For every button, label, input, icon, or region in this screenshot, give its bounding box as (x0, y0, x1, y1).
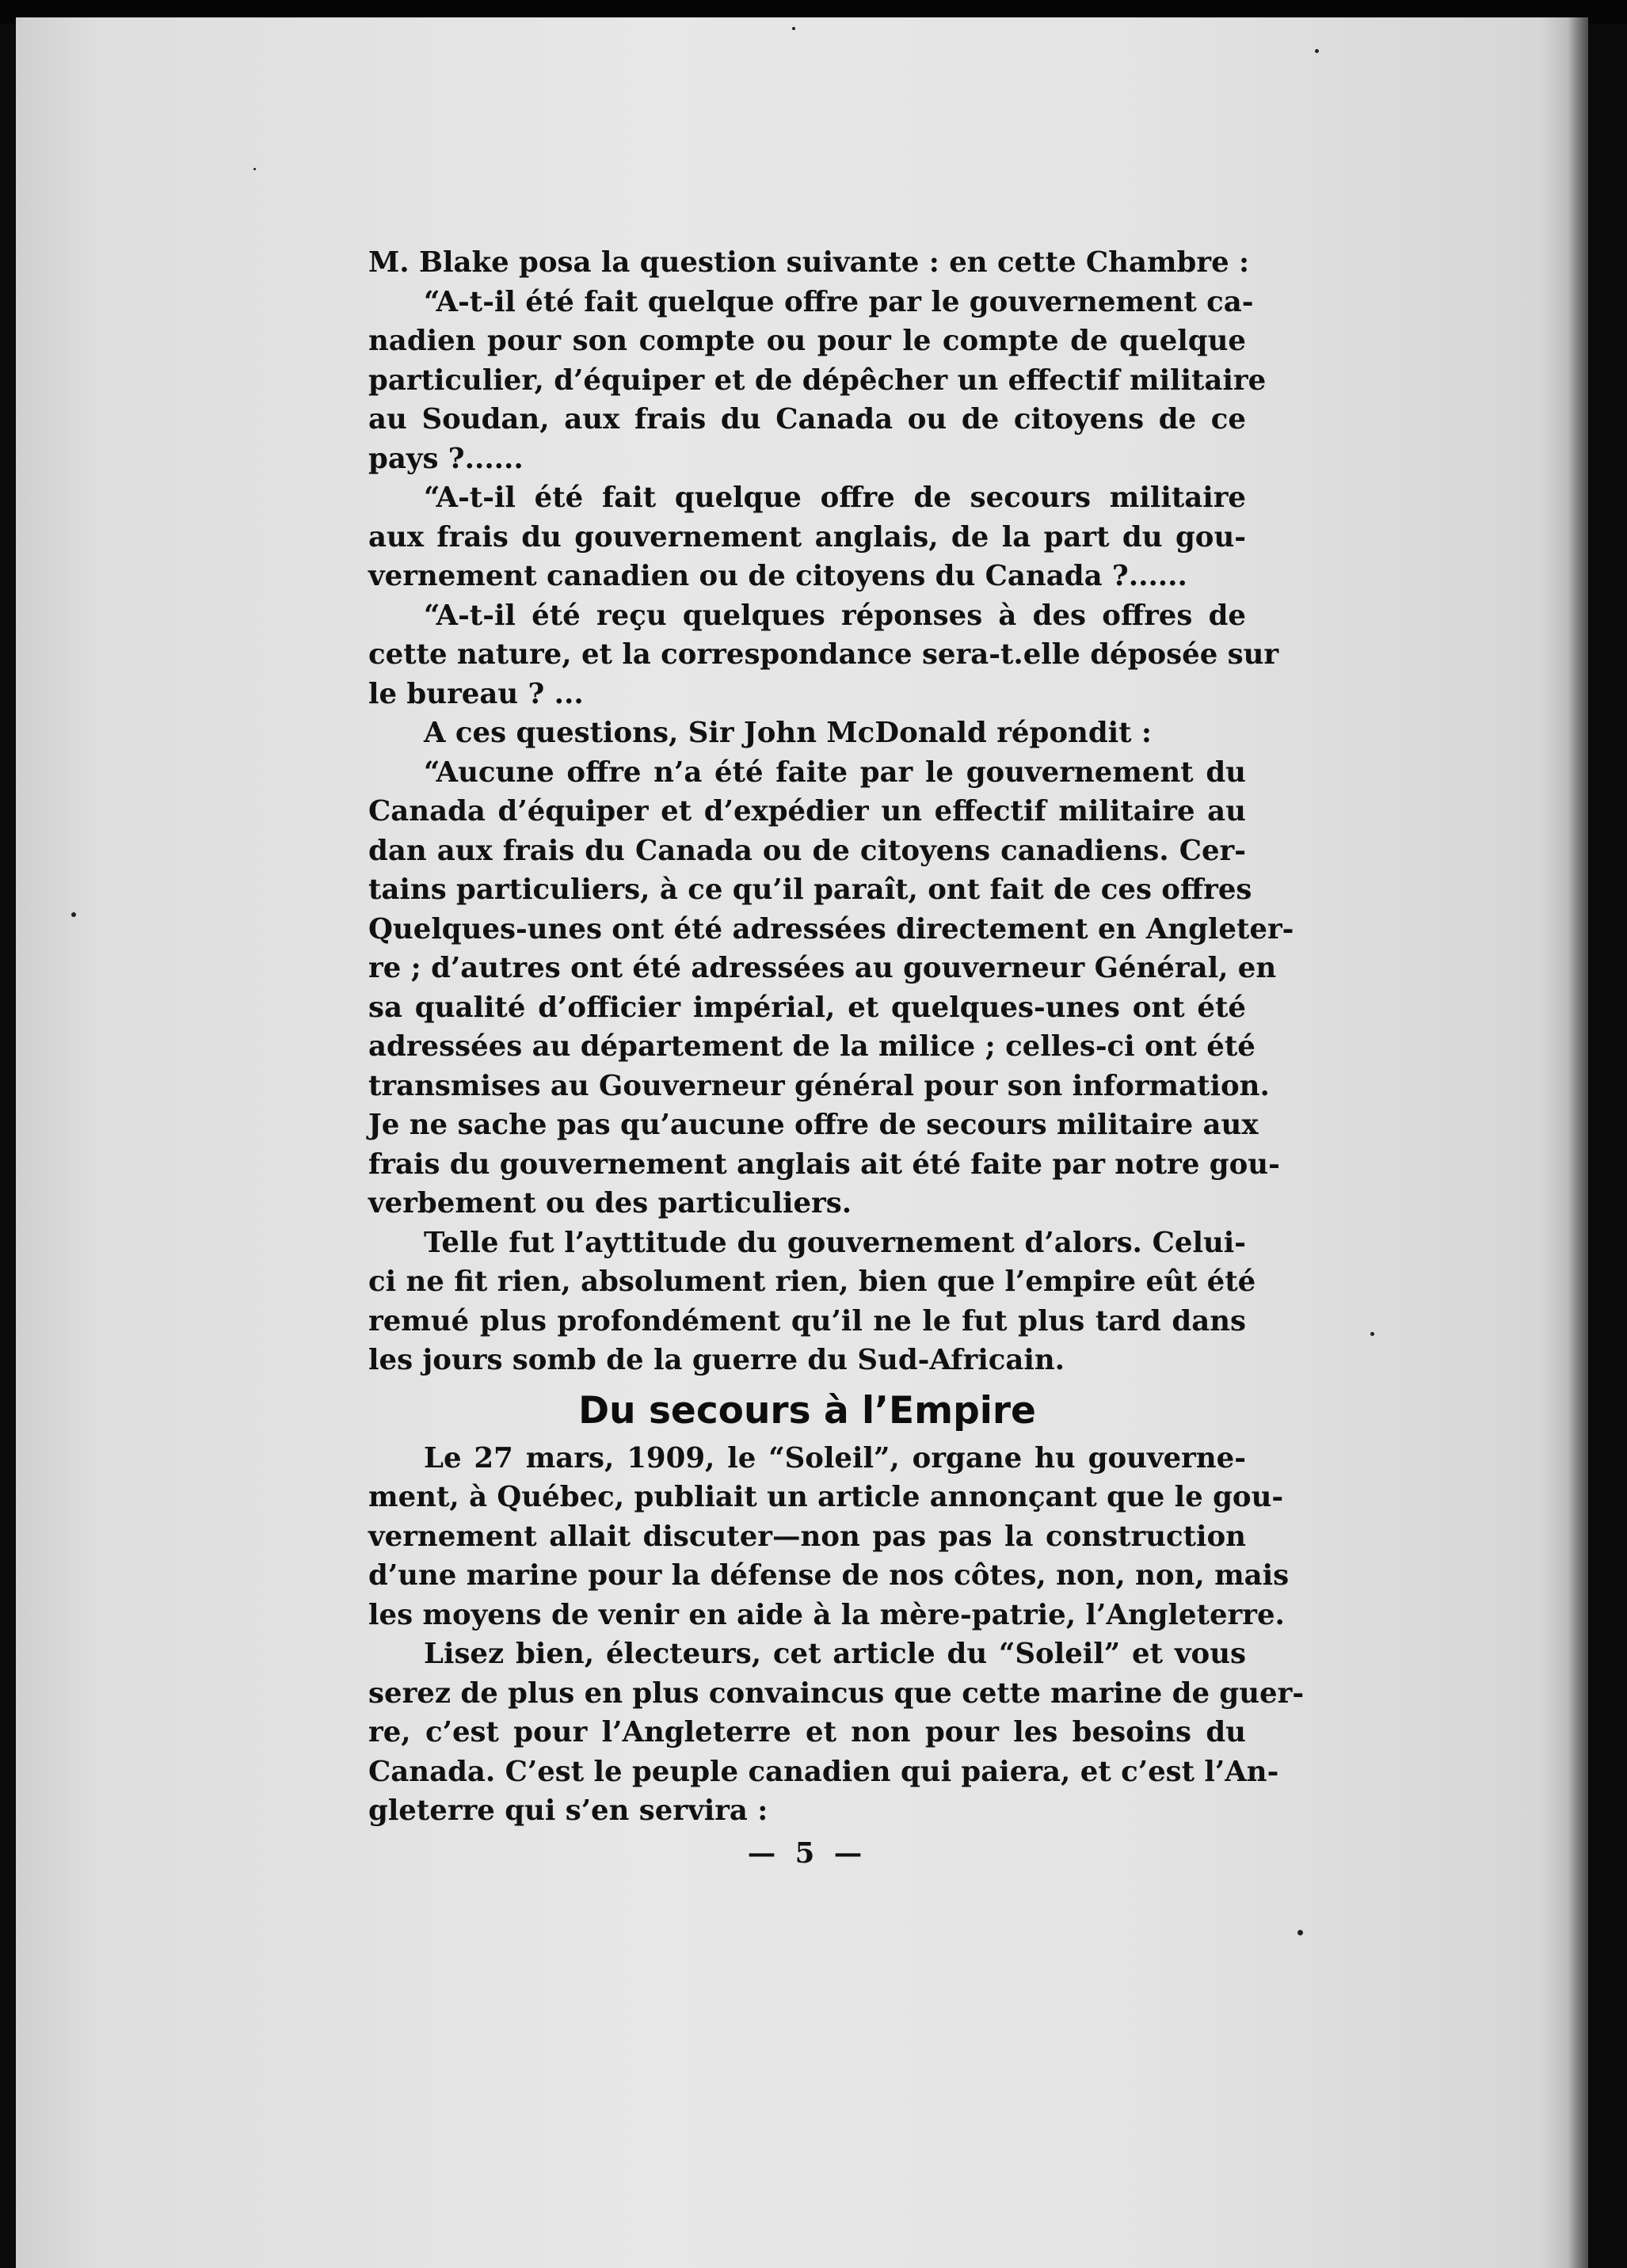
text-line: Canada d’équiper et d’expédier un effectif militaire au (368, 795, 1246, 828)
text-line: dan aux frais du Canada ou de citoyens canadiens. Cer- (368, 834, 1246, 867)
scan-speck (1315, 49, 1319, 53)
text-line: verbement ou des particuliers. (368, 1187, 852, 1220)
text-line: serez de plus en plus convaincus que cette marine de guer- (368, 1676, 1305, 1710)
text-line: les moyens de venir en aide à la mère-patrie, l’Angleterre. (368, 1598, 1285, 1631)
scan-speck (71, 912, 76, 917)
body-text (368, 243, 1305, 1873)
scan-speck (1297, 1930, 1303, 1935)
section-heading: Du secours à l’Empire (578, 1388, 1036, 1433)
text-line: cette nature, et la correspondance sera-t.elle déposée sur (368, 638, 1279, 671)
text-line: particulier, d’équiper et de dépêcher un effectif militaire (368, 363, 1267, 397)
text-line: Quelques-unes ont été adressées directement en Angleter- (368, 912, 1294, 946)
paragraph (368, 1223, 1256, 1380)
text-line: les jours somb de la guerre du Sud-Africain. (368, 1344, 1065, 1376)
paragraph (368, 283, 1267, 479)
text-line: “Aucune offre n’a été faite par le gouvernement du (424, 755, 1246, 789)
text-line: ment, à Québec, publiait un article annonçant que le gou- (368, 1481, 1284, 1513)
text-line: Je ne sache pas qu’aucune offre de secours militaire aux (368, 1109, 1259, 1141)
scan-speck (792, 27, 795, 30)
text-line: “A-t-il été fait quelque offre de secours militaire (424, 481, 1246, 514)
text-line: “A-t-il été fait quelque offre par le gouvernement ca- (424, 285, 1254, 318)
text-line: nadien pour son compte ou pour le compte de quelque (368, 325, 1246, 357)
text-line: vernement canadien ou de citoyens du Canada ?...... (368, 560, 1187, 592)
text-line: Le 27 mars, 1909, le “Soleil”, organe hu gouverne- (424, 1441, 1246, 1475)
text-line: transmises au Gouverneur général pour son information. (368, 1069, 1270, 1102)
scan-speck (1370, 1332, 1374, 1336)
text-line: sa qualité d’officier impérial, et quelques-unes ont été (368, 991, 1246, 1024)
text-line: A ces questions, Sir John McDonald répondit : (424, 717, 1152, 749)
text-line: ci ne fit rien, absolument rien, bien que l’empire eût été (368, 1265, 1256, 1298)
paragraph (368, 1439, 1290, 1635)
text-line: aux frais du gouvernement anglais, de la part du gou- (368, 520, 1246, 554)
text-line: re, c’est pour l’Angleterre et non pour les besoins du (368, 1716, 1246, 1749)
text-line: Canada. C’est le peuple canadien qui paiera, et c’est l’An- (368, 1755, 1279, 1788)
text-line: pays ?...... (368, 442, 524, 475)
text-line: re ; d’autres ont été adressées au gouverneur Général, en (368, 952, 1277, 984)
text-line: remué plus profondément qu’il ne le fut plus tard dans (368, 1304, 1246, 1338)
text-line: “A-t-il été reçu quelques réponses à des offres de (424, 599, 1246, 632)
paragraph (368, 714, 1246, 753)
text-line: gleterre qui s’en servira : (368, 1794, 768, 1827)
text-line: Lisez bien, électeurs, cet article du “Soleil” et vous (424, 1638, 1246, 1670)
paragraph (368, 1634, 1305, 1831)
text-line: adressées au département de la milice ; celles-ci ont été (368, 1030, 1255, 1063)
document-page (16, 17, 1588, 2268)
text-line: tains particuliers, à ce qu’il paraît, ont fait de ces offres (368, 873, 1252, 906)
paragraph (368, 596, 1279, 714)
paragraph (368, 478, 1246, 596)
text-line: d’une marine pour la défense de nos côtes, non, non, mais (368, 1559, 1290, 1592)
paragraph (368, 753, 1294, 1223)
page-number: — 5 — (747, 1836, 867, 1870)
text-line: frais du gouvernement anglais ait été faite par notre gou- (368, 1147, 1280, 1181)
text-line: Telle fut l’ayttitude du gouvernement d’alors. Celui- (424, 1226, 1246, 1259)
scan-speck (253, 168, 256, 170)
text-line: au Soudan, aux frais du Canada ou de citoyens de ce (368, 403, 1246, 436)
paragraph (368, 243, 1250, 283)
text-line: le bureau ? ... (368, 677, 584, 710)
text-line: M. Blake posa la question suivante : en cette Chambre : (368, 246, 1250, 279)
text-line: vernement allait discuter—non pas pas la construction (368, 1520, 1246, 1553)
